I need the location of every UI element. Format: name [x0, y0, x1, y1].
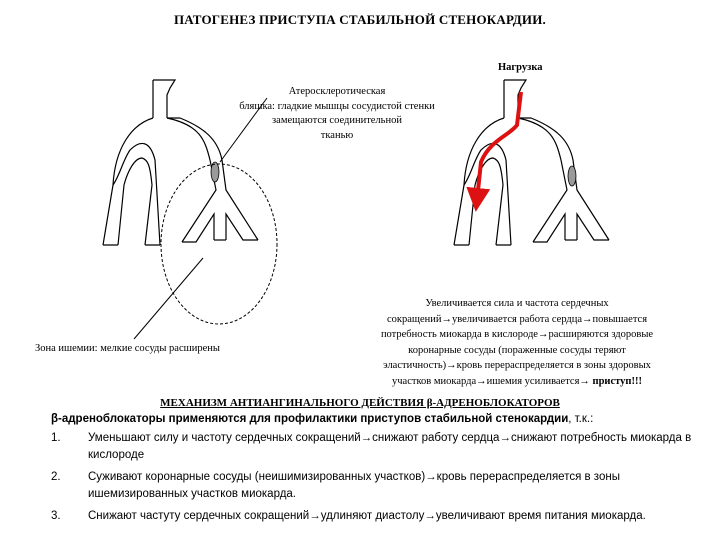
- item-number: 2.: [51, 471, 61, 483]
- mechanism-title: МЕХАНИЗМ АНТИАНГИНАЛЬНОГО ДЕЙСТВИЯ β-АДРЕНОБЛОКАТОРОВ: [160, 397, 560, 409]
- desc-line: эластичность)→кровь перераспределяется в зоны здоровых: [383, 360, 651, 371]
- item-text: Суживают коронарные сосуды (неишимизированных участков)→кровь перераспределяется в зоны ишемизированных участков миокарда.: [88, 471, 620, 500]
- mechanism-list: [51, 430, 711, 531]
- plaque-line: Атеросклеротическая: [288, 86, 386, 97]
- mechanism-intro: [51, 413, 593, 425]
- list-item: [51, 469, 711, 502]
- list-item: [51, 508, 711, 525]
- desc-line: [352, 374, 682, 390]
- attack-emphasis: приступ!!!: [592, 375, 642, 387]
- desc-line: потребность миокарда в кислороде→расширяются здоровые: [380, 329, 654, 340]
- plaque-label: [222, 85, 452, 143]
- intro-bold: β-адреноблокаторы применяются для профилактики приступов стабильной стенокардии: [51, 413, 569, 425]
- desc-line: сокращений→увеличивается работа сердца→повышается: [386, 313, 648, 325]
- ischemia-pointer: [134, 258, 203, 339]
- desc-line: Увеличивается сила и частота сердечных: [425, 298, 609, 309]
- item-text: Снижают частуту сердечных сокращений→удлиняют диастолу→увеличивают время питания миокарда.: [88, 510, 646, 522]
- left-plaque: [211, 162, 219, 182]
- right-plaque: [568, 166, 576, 186]
- list-item: [51, 430, 711, 463]
- ischemia-label: Зона ишемии: мелкие сосуды расширены: [35, 343, 220, 354]
- page-title: ПАТОГЕНЕЗ ПРИСТУПА СТАБИЛЬНОЙ СТЕНОКАРДИИ.: [174, 12, 546, 27]
- item-number: 1.: [51, 432, 61, 444]
- item-text: Уменьшают силу и частоту сердечных сокращений→снижают работу сердца→снижают потребность миокарда в кислороде: [88, 432, 692, 461]
- desc-line: коронарные сосуды (пораженные сосуды теряют: [408, 344, 626, 356]
- load-description: [352, 296, 682, 389]
- ischemia-zone: [161, 164, 277, 324]
- right-vessel-tree: [454, 80, 609, 245]
- desc-line-text: участков миокарда→ишемия усиливается→: [392, 375, 593, 387]
- load-label: Нагрузка: [498, 62, 543, 73]
- plaque-line: тканью: [320, 129, 354, 141]
- plaque-line: бляшка: гладкие мышцы сосудистой стенки: [239, 100, 435, 112]
- plaque-line: замещаются соединительной: [272, 115, 402, 126]
- intro-rest: , т.к.:: [568, 413, 594, 425]
- item-number: 3.: [51, 510, 61, 522]
